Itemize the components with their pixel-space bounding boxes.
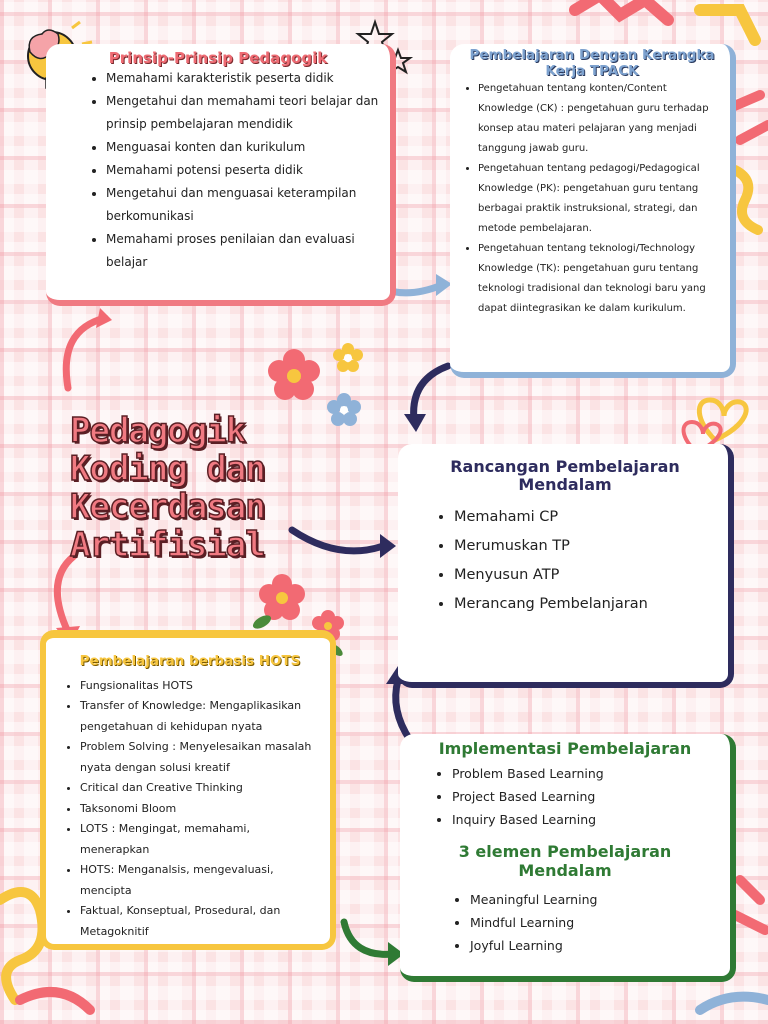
arrow-icon <box>57 556 74 632</box>
hots-card <box>40 630 336 950</box>
list-item: • Merancang Pembelanjaran <box>454 590 716 619</box>
arrow-icon <box>414 366 448 420</box>
tpack-heading: Pembelajaran Dengan Kerangka Kerja TPACK <box>469 47 715 79</box>
arrow-icon <box>344 922 394 954</box>
list-item: • Transfer of Knowledge: Mengaplikasikan pengetahuan di kehidupan nyata <box>80 696 322 737</box>
list-item: • Pengetahuan tentang konten/Content Knowledge (CK) : pengetahuan guru terhadap konsep atau materi pelajaran yang menjadi tanggung jawab guru. <box>478 79 722 159</box>
list-item: • Memahami proses penilaian dan evaluasi belajar <box>106 228 380 274</box>
hots-heading: Pembelajaran berbasis HOTS <box>79 653 301 669</box>
flower-icon <box>259 574 305 620</box>
squiggle-decoration <box>20 992 90 1010</box>
arrow-icon <box>404 414 426 432</box>
list-item: • Critical dan Creative Thinking <box>80 778 322 799</box>
elemen-list <box>432 888 720 957</box>
prinsip-card <box>46 44 396 306</box>
list-item: • Taksonomi Bloom <box>80 799 322 820</box>
list-item: • Problem Solving : Menyelesaikan masalah nyata dengan solusi kreatif <box>80 737 322 778</box>
arrow-icon <box>66 318 105 388</box>
list-item: • LOTS : Mengingat, memahami, menerapkan <box>80 819 322 860</box>
tpack-list <box>462 79 722 319</box>
list-item: • Memahami potensi peserta didik <box>106 159 380 182</box>
squiggle-decoration <box>735 880 765 930</box>
list-item: • Faktual, Konseptual, Prosedural, dan Metagoknitif <box>80 901 322 942</box>
implementasi-card <box>400 734 736 982</box>
arrow-icon <box>380 534 396 558</box>
list-item: • Project Based Learning <box>452 785 720 808</box>
flower-icon <box>333 343 363 372</box>
list-item: • Fungsionalitas HOTS <box>80 676 322 697</box>
tpack-card <box>450 44 736 378</box>
list-item: • Memahami CP <box>454 503 716 532</box>
main-title <box>70 412 360 564</box>
prinsip-list <box>86 67 380 274</box>
list-item: • Mengetahui dan memahami teori belajar dan prinsip pembelajaran mendidik <box>106 90 380 136</box>
rancangan-list <box>434 503 716 619</box>
list-item: • Meaningful Learning <box>470 888 720 911</box>
list-item: • Merumuskan TP <box>454 532 716 561</box>
squiggle-decoration <box>700 997 768 1010</box>
list-item: • Mengetahui dan menguasai keterampilan berkomunikasi <box>106 182 380 228</box>
implementasi-heading: Implementasi Pembelajaran <box>438 739 692 758</box>
elemen-heading: 3 elemen Pembelajaran Mendalam <box>458 842 672 880</box>
list-item: • Menguasai konten dan kurikulum <box>106 136 380 159</box>
list-item: • Mindful Learning <box>470 911 720 934</box>
list-item: • Memahami karakteristik peserta didik <box>106 67 380 90</box>
main-title-line: Pedagogik <box>70 411 246 451</box>
list-item: • Pengetahuan tentang teknologi/Technology Knowledge (TK): pengetahuan guru tentang teknologi tradisional dan teknologi baru yang dapat diintegrasikan ke dalam kurikulum. <box>478 239 722 319</box>
main-title-line: Koding dan <box>70 449 265 489</box>
list-item: • HOTS: Menganalsis, mengevaluasi, mencipta <box>80 860 322 901</box>
squiggle-decoration <box>700 10 755 40</box>
list-item: • Inquiry Based Learning <box>452 808 720 831</box>
implementasi-list <box>432 762 720 831</box>
hots-list <box>72 676 322 943</box>
squiggle-decoration <box>575 0 668 20</box>
main-title-line: Artifisial <box>70 525 265 565</box>
arrow-icon <box>396 680 410 740</box>
arrow-icon <box>96 308 112 328</box>
main-title-line: Kecerdasan <box>70 487 265 527</box>
rancangan-card <box>398 444 734 688</box>
flower-icon <box>268 349 320 400</box>
squiggle-decoration <box>735 170 758 230</box>
list-item: • Menyusun ATP <box>454 561 716 590</box>
list-item: • Problem Based Learning <box>452 762 720 785</box>
rancangan-heading: Rancangan Pembelajaran Mendalam <box>450 457 680 495</box>
heart-icon <box>699 400 746 440</box>
list-item: • Joyful Learning <box>470 934 720 957</box>
squiggle-decoration <box>0 892 43 1000</box>
prinsip-heading: Prinsip-Prinsip Pedagogik <box>108 49 328 67</box>
list-item: • Pengetahuan tentang pedagogi/Pedagogical Knowledge (PK): pengetahuan guru tentang berbagai praktik instruksional, strategi, dan metode pembelajaran. <box>478 159 722 239</box>
